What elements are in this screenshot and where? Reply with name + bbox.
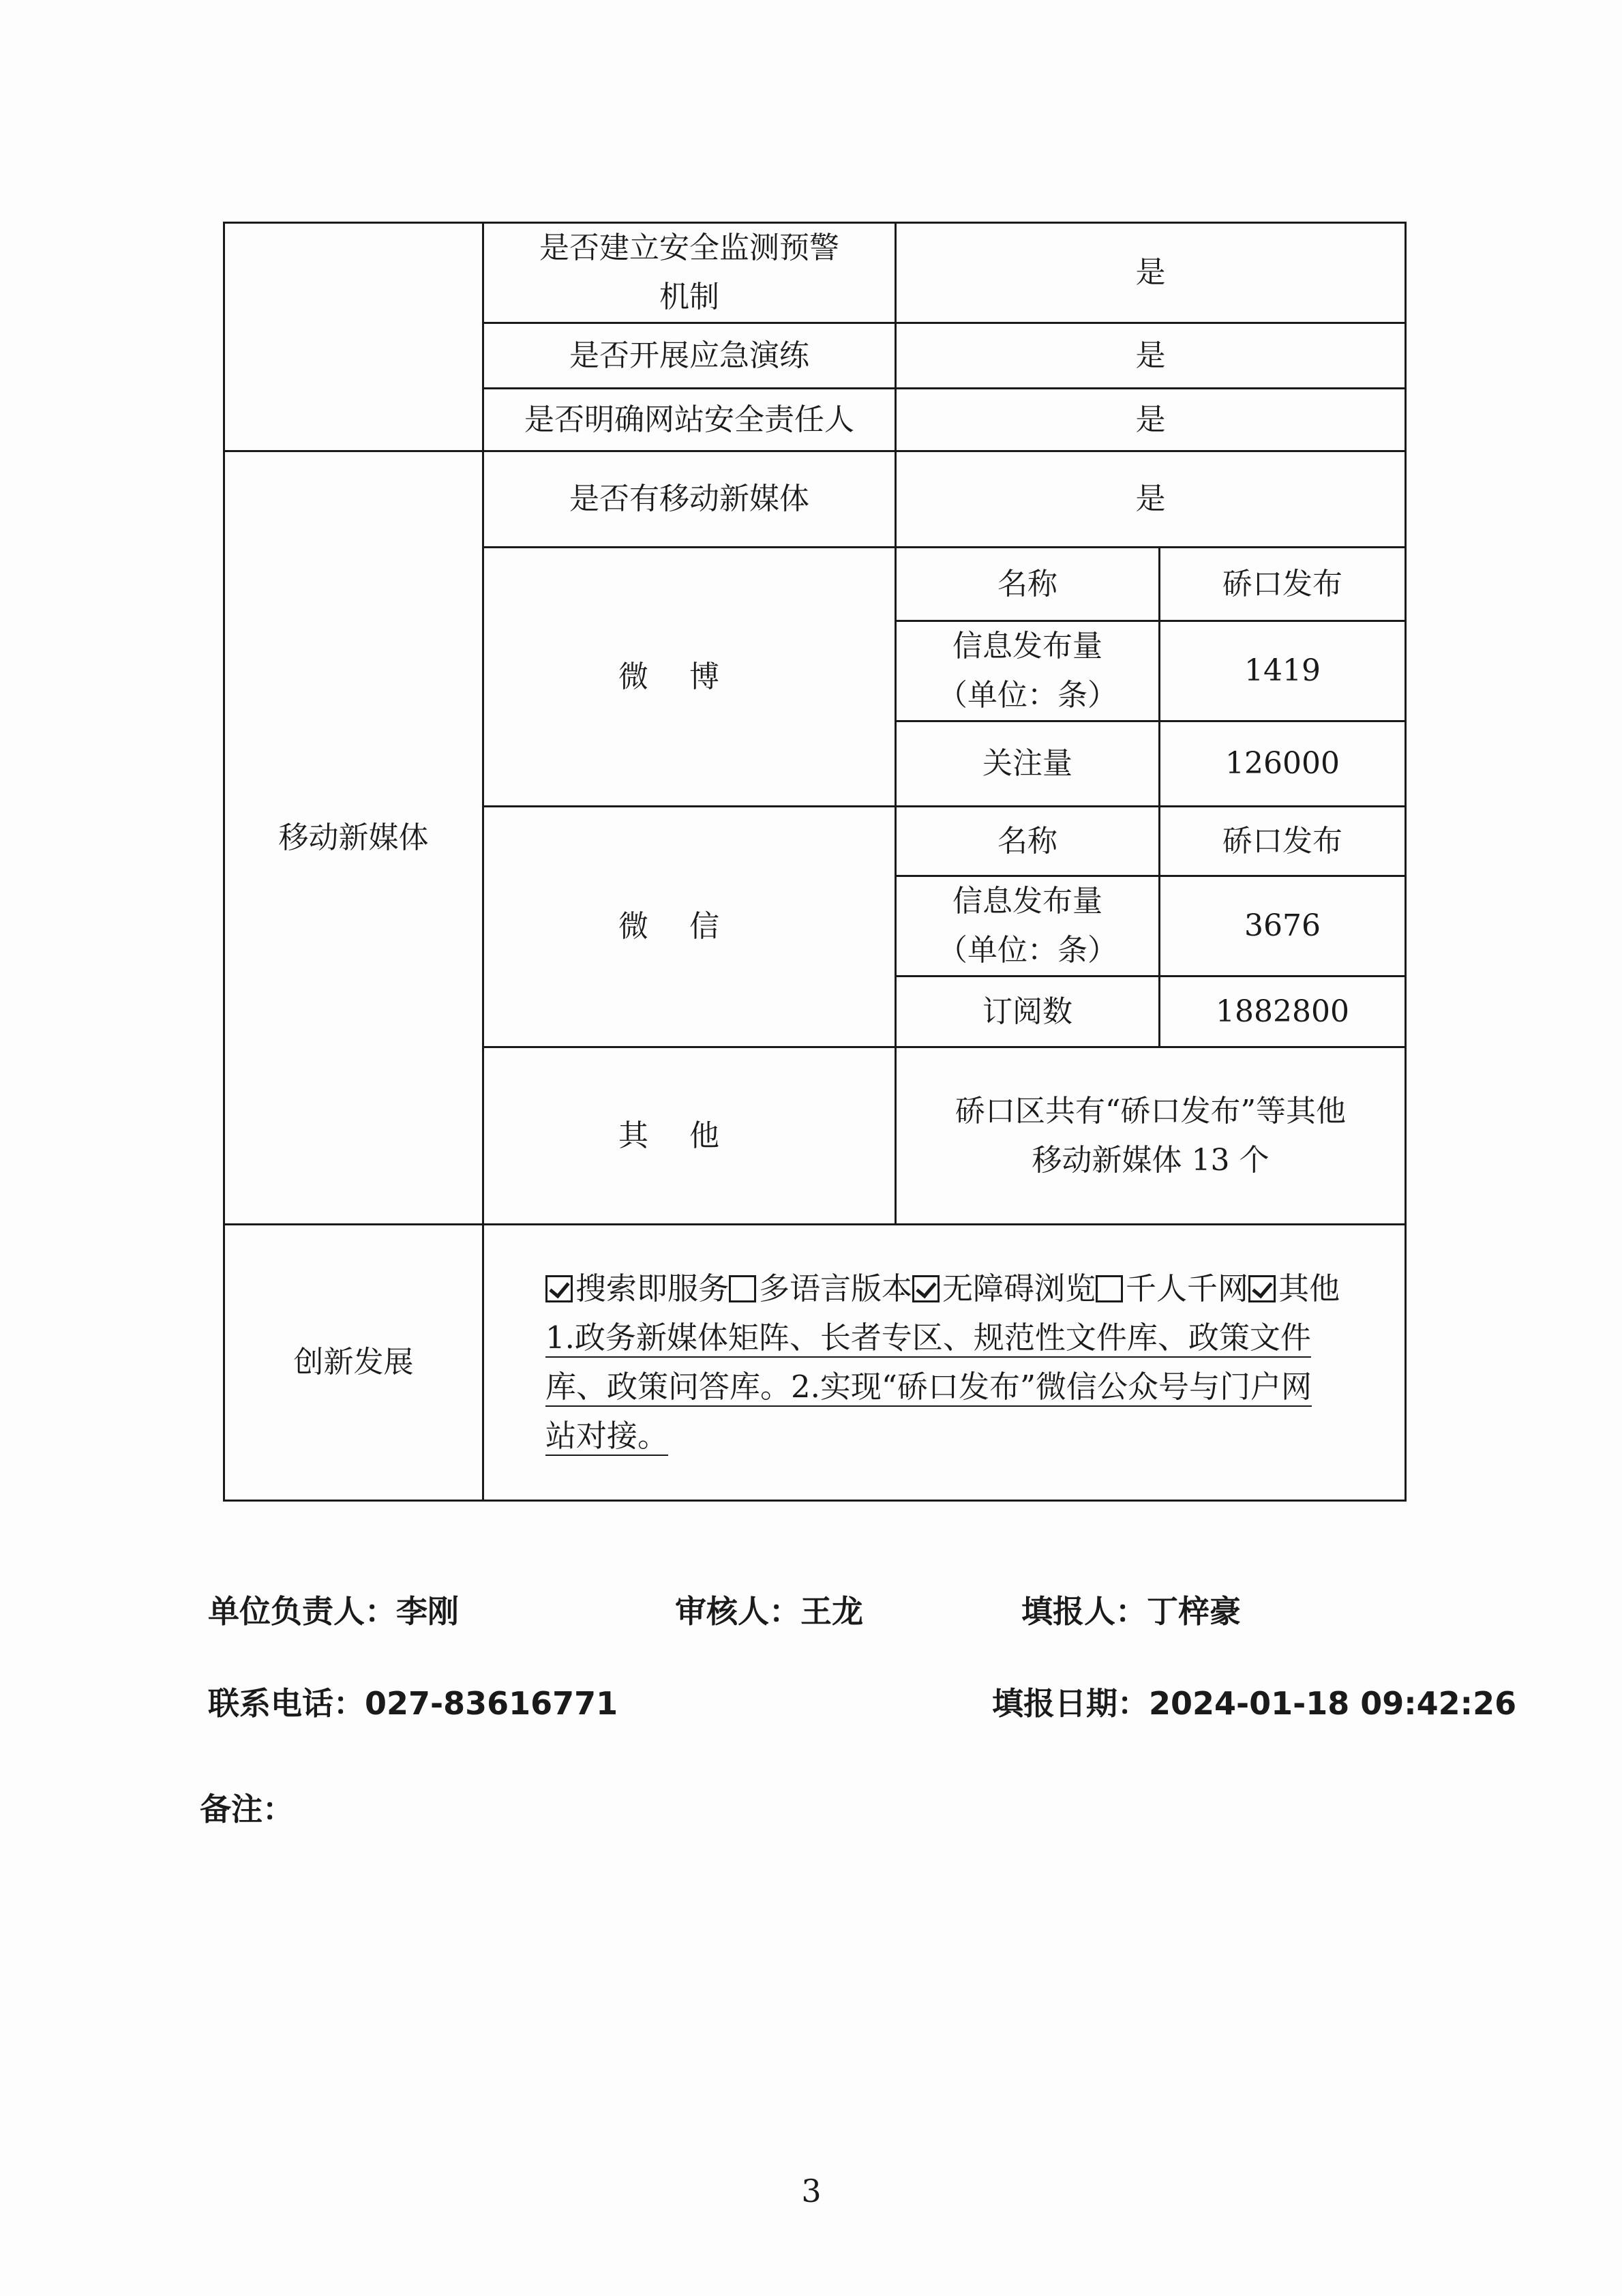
innovation-content (483, 1225, 1406, 1501)
section-label-innovation: 创新发展 (224, 1225, 483, 1501)
weibo-posts-value: 1419 (1160, 621, 1406, 721)
innovation-option-label: 千人千网 (1126, 1270, 1249, 1307)
unchecked-box-icon[interactable] (1096, 1275, 1123, 1302)
unchecked-box-icon[interactable] (729, 1275, 756, 1302)
has-mobile-media-value: 是 (896, 451, 1406, 548)
checked-box-icon[interactable] (1248, 1275, 1276, 1302)
innovation-options (545, 1264, 1385, 1313)
filler: 填报人：丁梓豪 (1021, 1593, 1241, 1630)
wechat-subscribers-value: 1882800 (1160, 976, 1406, 1047)
innovation-option-label: 搜索即服务 (575, 1270, 730, 1307)
weibo-label: 微博 (483, 548, 896, 807)
warning-mechanism-label: 是否建立安全监测预警 机制 (483, 223, 896, 323)
innovation-option (1248, 1270, 1340, 1307)
section-label-security (224, 223, 483, 451)
weibo-followers-value: 126000 (1160, 721, 1406, 807)
innovation-option (729, 1270, 912, 1307)
innovation-option (912, 1270, 1096, 1307)
checked-box-icon[interactable] (545, 1275, 573, 1302)
reviewer: 审核人：王龙 (675, 1593, 863, 1630)
wechat-name-label: 名称 (896, 807, 1160, 876)
remarks-label: 备注： (200, 1791, 294, 1828)
wechat-posts-label: 信息发布量 （单位：条） (896, 876, 1160, 976)
innovation-option (545, 1270, 729, 1307)
innovation-option (1096, 1270, 1248, 1307)
contact-phone: 联系电话：027-83616771 (208, 1685, 618, 1722)
security-owner-value: 是 (896, 389, 1406, 451)
warning-mechanism-value: 是 (896, 223, 1406, 323)
wechat-subscribers-label: 订阅数 (896, 976, 1160, 1047)
wechat-label: 微信 (483, 807, 896, 1047)
innovation-option-label: 无障碍浏览 (942, 1270, 1096, 1307)
report-table (223, 222, 1407, 1502)
weibo-followers-label: 关注量 (896, 721, 1160, 807)
unit-head: 单位负责人：李刚 (208, 1593, 459, 1630)
section-label-mobile-media: 移动新媒体 (224, 451, 483, 1225)
fill-date: 填报日期：2024-01-18 09:42:26 (992, 1685, 1517, 1722)
innovation-text-line: 1.政务新媒体矩阵、长者专区、规范性文件库、政策文件 (545, 1320, 1311, 1356)
innovation-text-line: 库、政策问答库。2.实现“硚口发布”微信公众号与门户网 (545, 1369, 1312, 1405)
emergency-drill-label: 是否开展应急演练 (483, 323, 896, 389)
security-owner-label: 是否明确网站安全责任人 (483, 389, 896, 451)
table-row (224, 451, 1406, 548)
weibo-posts-label: 信息发布量 （单位：条） (896, 621, 1160, 721)
innovation-option-label: 其他 (1278, 1270, 1340, 1307)
innovation-option-label: 多语言版本 (759, 1270, 913, 1307)
checked-box-icon[interactable] (912, 1275, 940, 1302)
other-media-label: 其他 (483, 1047, 896, 1225)
weibo-name-value: 硚口发布 (1160, 548, 1406, 621)
wechat-posts-value: 3676 (1160, 876, 1406, 976)
innovation-text-line: 站对接。 (545, 1418, 669, 1454)
weibo-name-label: 名称 (896, 548, 1160, 621)
table-row (224, 223, 1406, 323)
has-mobile-media-label: 是否有移动新媒体 (483, 451, 896, 548)
page-number: 3 (801, 2173, 822, 2209)
table-row (224, 1225, 1406, 1501)
wechat-name-value: 硚口发布 (1160, 807, 1406, 876)
emergency-drill-value: 是 (896, 323, 1406, 389)
other-media-value: 硚口区共有“硚口发布”等其他 移动新媒体 13 个 (896, 1047, 1406, 1225)
